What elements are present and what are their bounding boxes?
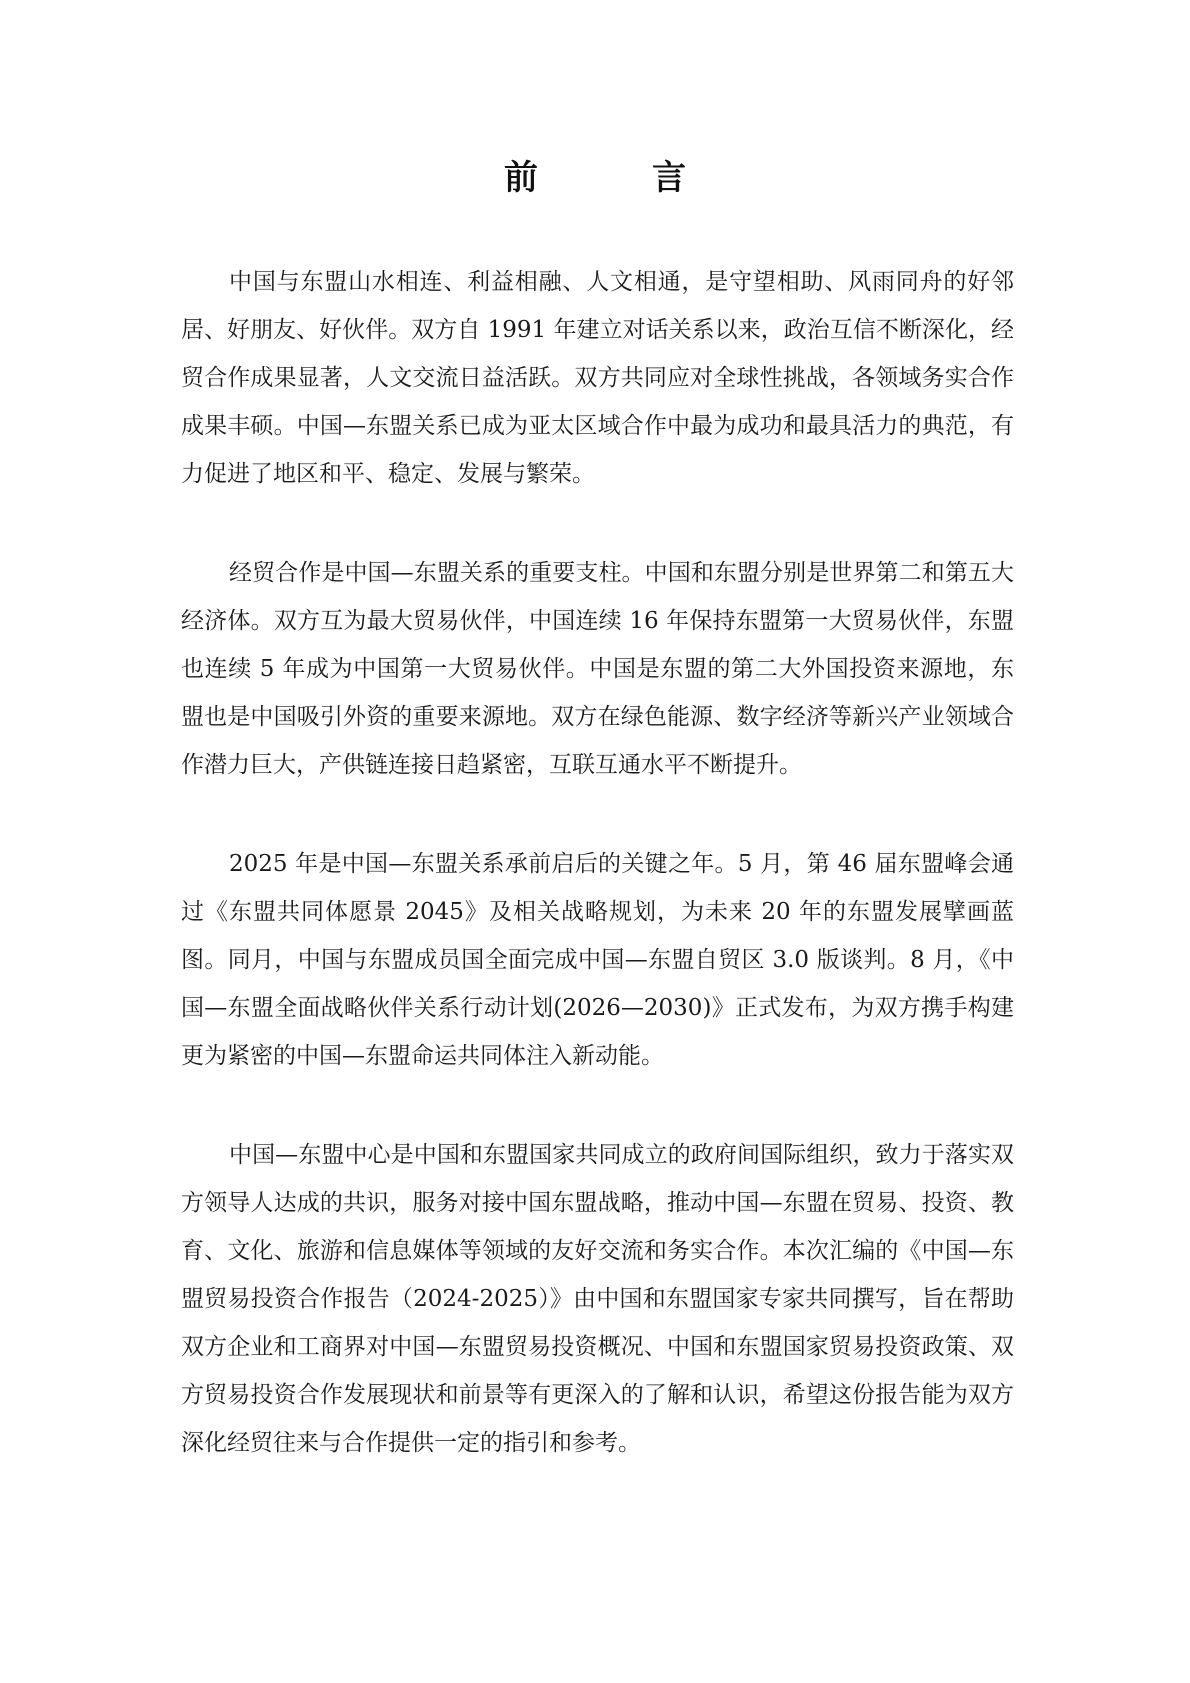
paragraph: 中国与东盟山水相连、利益相融、人文相通，是守望相助、风雨同舟的好邻居、好朋友、好伙伴。双方自 1991 年建立对话关系以来，政治互信不断深化，经贸合作成果显著，人文交流日益活跃。双方共同应对全球性挑战，各领域务实合作成果丰硕。中国—东盟关系已成为亚太区域合作中最为成功和最具活力的典范，有力促进了地区和平、稳定、发展与繁荣。 bbox=[181, 269, 1014, 487]
page-title: 前 言 bbox=[504, 158, 726, 198]
paragraph: 2025 年是中国—东盟关系承前启后的关键之年。5 月，第 46 届东盟峰会通过《东盟共同体愿景 2045》及相关战略规划，为未来 20 年的东盟发展擘画蓝图。同月，中国与东盟成员国全面完成中国—东盟自贸区 3.0 版谈判。8 月，《中国—东盟全面战略伙伴关系行动计划(2026—2030)》正式发布，为双方携手构建更为紧密的中国—东盟命运共同体注入新动能。 bbox=[181, 851, 1014, 1069]
preface-body bbox=[181, 258, 1014, 1518]
paragraph: 中国—东盟中心是中国和东盟国家共同成立的政府间国际组织，致力于落实双方领导人达成的共识，服务对接中国东盟战略，推动中国—东盟在贸易、投资、教育、文化、旅游和信息媒体等领域的友好交流和务实合作。本次汇编的《中国—东盟贸易投资合作报告（2024-2025）》由中国和东盟国家专家共同撰写，旨在帮助双方企业和工商界对中国—东盟贸易投资概况、中国和东盟国家贸易投资政策、双方贸易投资合作发展现状和前景等有更深入的了解和认识，希望这份报告能为双方深化经贸往来与合作提供一定的指引和参考。 bbox=[181, 1142, 1014, 1456]
paragraph: 经贸合作是中国—东盟关系的重要支柱。中国和东盟分别是世界第二和第五大经济体。双方互为最大贸易伙伴，中国连续 16 年保持东盟第一大贸易伙伴，东盟也连续 5 年成为中国第一大贸易伙伴。中国是东盟的第二大外国投资来源地，东盟也是中国吸引外资的重要来源地。双方在绿色能源、数字经济等新兴产业领域合作潜力巨大，产供链连接日趋紧密，互联互通水平不断提升。 bbox=[181, 560, 1014, 778]
